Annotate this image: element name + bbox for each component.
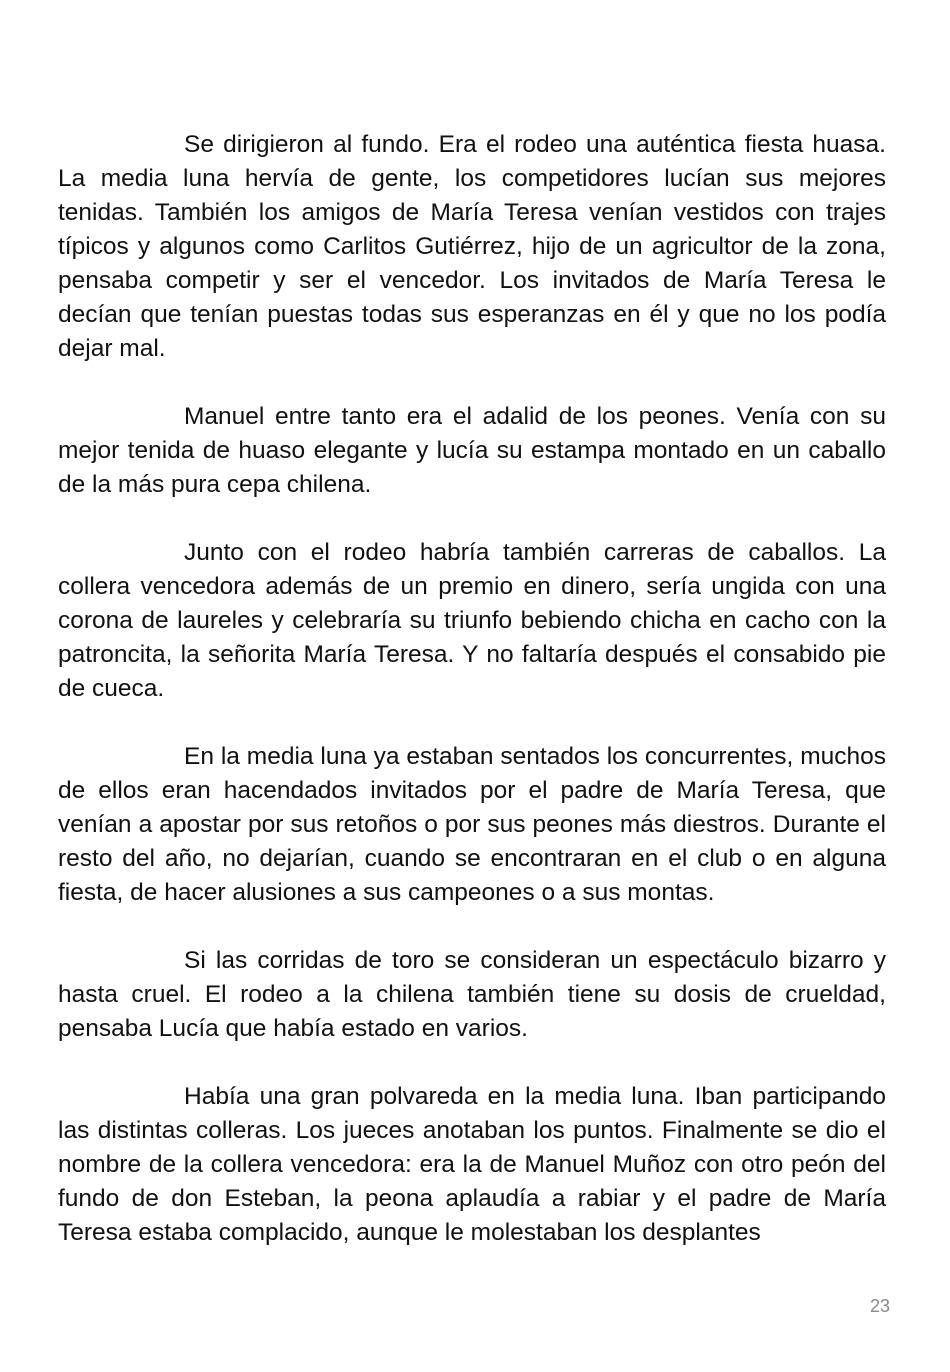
paragraph-3: Junto con el rodeo habría también carreras de caballos. La collera vencedora además de un premio en dinero, sería ungida con una corona de laureles y celebraría su triunfo bebiendo chicha en cacho con la patroncita, la señorita María Teresa. Y no faltaría después el consabido pie de cueca. [58,539,886,702]
paragraph-6: Había una gran polvareda en la media luna. Iban participando las distintas colleras. Los jueces anotaban los puntos. Finalmente se dio el nombre de la collera vencedora: era la de Manuel Muñoz con otro peón del fundo de don Esteban, la peona aplaudía a rabiar y el padre de María Teresa estaba complacido, aunque le molestaban los desplantes [58,1083,886,1246]
paragraph-1: Se dirigieron al fundo. Era el rodeo una auténtica fiesta huasa. La media luna hervía de gente, los competidores lucían sus mejores tenidas. También los amigos de María Teresa venían vestidos con trajes típicos y algunos como Carlitos Gutiérrez, hijo de un agricultor de la zona, pensaba competir y ser el vencedor. Los invitados de María Teresa le decían que tenían puestas todas sus esperanzas en él y que no los podía dejar mal. [58,131,886,362]
paragraph-2: Manuel entre tanto era el adalid de los peones. Venía con su mejor tenida de huaso elegante y lucía su estampa montado en un caballo de la más pura cepa chilena. [58,403,886,498]
body-text [58,128,886,1250]
paragraph-5: Si las corridas de toro se consideran un espectáculo bizarro y hasta cruel. El rodeo a la chilena también tiene su dosis de crueldad, pensaba Lucía que había estado en varios. [58,947,886,1042]
paragraph-4: En la media luna ya estaban sentados los concurrentes, muchos de ellos eran hacendados invitados por el padre de María Teresa, que venían a apostar por sus retoños o por sus peones más diestros. Durante el resto del año, no dejarían, cuando se encontraran en el club o en alguna fiesta, de hacer alusiones a sus campeones o a sus montas. [58,743,886,906]
page-number: 23 [869,1296,890,1316]
